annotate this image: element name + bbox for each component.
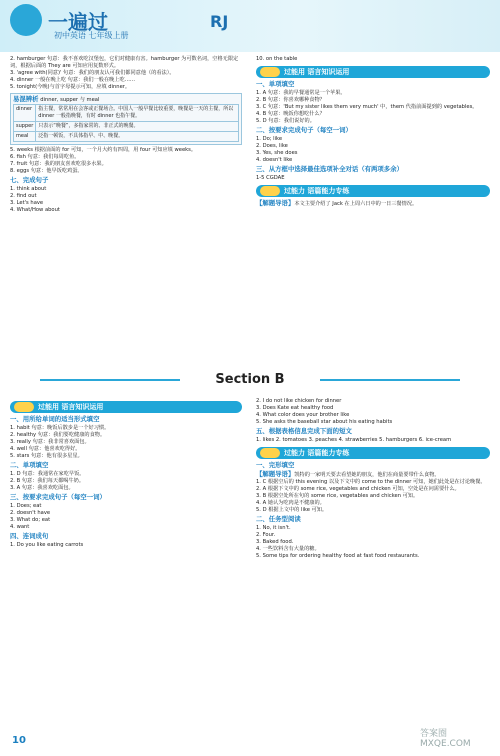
brand-logo: 一遍过 [48,10,108,34]
answer-item: 1. No, it isn't. [256,525,291,531]
section-heading: 一、用所给单词的适当形式填空 [10,415,100,423]
section-heading: 一、单项填空 [256,80,295,88]
answer-item: 4. dinner 一般在晚上吃 句意：我们一般在晚上吃…… [10,77,136,83]
tip-label: 【解题导语】 [256,470,295,478]
answer-item: 10. on the table [256,56,298,62]
answer-item: 2. healthy 句意：我们要吃健康的食物。 [10,432,106,438]
banner-label: 过能力 语篇能力专练 [284,449,350,457]
tip-desc: 只表示“晚餐”，多指家常的、非正式的晚餐。 [36,122,239,132]
answer-item: 2. B 句意：你喜欢哪种食物？ [256,97,325,103]
tip-label: 【解题导语】 [256,199,295,207]
answer-item: 4. want [10,524,30,530]
right-column-a [256,56,490,208]
section-heading: 七、完成句子 [10,176,49,184]
section-heading: 五、根据表格信息完成下面的短文 [256,427,352,435]
answer-item: 3. What do; eat [10,517,51,523]
answer-item: 2. hamburger 句意：我不喜欢吃汉堡包，它们对健康有害。hamburger 为可数名词，空格无限定词，根据后面的 They are 可知应用复数形式。 [10,56,239,69]
tip-word: dinner [14,105,36,122]
answer-item: 6. ice-cream [418,437,452,443]
watermark: 答案圈 MXQE.COM [420,729,471,749]
left-column-b [10,398,242,549]
section-heading: 二、任务型阅读 [256,515,301,523]
answer-item: 2. tomatoes [275,437,307,443]
tip-label: 易混辨析 [13,95,39,103]
answer-item: 5. hamburgers [379,437,418,443]
answer-item: 5. tonight(今晚)与首字母提示可知，应填 dinner。 [10,84,131,90]
answer-item: 1. A 句意：我的早餐通常是一个苹果。 [256,90,346,96]
table-row [14,132,239,142]
answer-item: 7. fruit 句意：我的朋友喜欢吃很多水果。 [10,161,107,167]
answer-item: 4. What/How about [10,207,60,213]
answer-item: 4. 一些饮料含有大量的糖。 [256,546,320,552]
answer-item: 2. find out [10,193,37,199]
tip-desc: 指主餐，常常用在会客或正餐场合。中国人一般早餐比较重要，晚餐是一天的主餐，所以 dinner 一般指晚餐，有时 dinner 也指午餐。 [36,105,239,122]
answer-item: 3. Baked food. [256,539,294,545]
edition-label: RJ [210,12,229,31]
table-row [14,122,239,132]
section-banner [256,447,490,459]
tip-box [10,93,242,145]
banner-label: 过能用 语言知识运用 [284,68,350,76]
answer-item: 4. well 句意：他喜欢吃得好。 [10,446,81,452]
answer-item: 1. think about [10,186,47,192]
answer-item: 1. habit 句意：晚饭后散步是一个好习惯。 [10,425,110,431]
answer-item: 3. Let's have [10,200,44,206]
badge-icon [260,186,280,196]
answer-item: 8. eggs 句意：他早饭吃鸡蛋。 [10,168,83,174]
section-heading: 三、按要求完成句子（每空一词） [10,493,106,501]
answer-item: 1. Do you like eating carrots [10,542,84,548]
answer-item: 2. A 根据下文中的 some rice, vegetables and chicken 可知，空处是在问需要什么。 [256,486,460,492]
answer-item: 2. Does, like [256,143,288,149]
page-header [0,0,500,52]
badge-icon [14,402,34,412]
answer-item: 2. doesn't have [10,510,51,516]
answer-item: 2. Four. [256,532,276,538]
tip-text: 凯特的一家明天要去看望她的朋友，他们在商量要带什么食物。 [294,472,440,478]
tip-word: supper [14,122,36,132]
table-row [14,105,239,122]
answer-item: 3. C 句意：'But my sister likes them very much' 中，them 代指前面提到的 vegetables。 [256,104,478,110]
answer-item: 3. peaches [308,437,337,443]
answer-item: 3. A 句意：我喜欢吃面包。 [10,485,74,491]
answer-item: 5. weeks 根据前面的 for 可知，一个月大约有四周，用 four 可知应填 weeks。 [10,147,197,153]
answer-item: 5. She asks the baseball star about his eating habits [256,419,393,425]
answer-item: 1. C 根据空后的 this evening 以及下文中的 come to the dinner 可知，她们此处是在讨论晚餐。 [256,479,486,485]
page-number: 10 [12,735,26,746]
banner-label: 过能力 语篇能力专练 [284,187,350,195]
section-banner [10,401,242,413]
answer-item: 2. I do not like chicken for dinner [256,398,342,404]
section-heading: 一、完形填空 [256,461,295,469]
answer-item: 1. D 句意：我通常在家吃早饭。 [10,471,85,477]
answer-item: 3. Does Kate eat healthy food [256,405,334,411]
tip-text: 本文主要介绍了 Jack 在上周六日中的一日三餐情况。 [294,201,418,207]
answer-item: 5. stars 句意：他有很多星星。 [10,453,83,459]
answer-item: 3. Yes, she does [256,150,298,156]
answer-item: 4. doesn't like [256,157,293,163]
answer-item: 6. fish 句意：我们每周吃鱼。 [10,154,80,160]
answer-item: 5. D 句意：我们说好的。 [256,118,315,124]
section-title: Section B [215,372,285,387]
section-heading: 二、单项填空 [10,461,49,469]
left-column-a [10,56,242,214]
answer-item: 4. strawberries [338,437,378,443]
answer-item: 4. A 她认为吃肉是不健康的。 [256,500,325,506]
tip-word: meal [14,132,36,142]
answer-item: 4. What color does your brother like [256,412,350,418]
answer-item: 1. Does; eat [10,503,42,509]
section-heading: 四、连词成句 [10,532,49,540]
answer-item: 3. really 句意：我非常喜欢面包。 [10,439,90,445]
section-banner [256,66,490,78]
tip-table [13,104,239,142]
book-subtitle: 初中英语 七年级上册 [54,31,129,40]
right-column-b [256,398,490,560]
answer-item: 2. B 句意：我们每天都喝牛奶。 [10,478,85,484]
section-title-bar [0,366,500,394]
answer-item: 3. 'agree with(同意)' 句意：我们的朋友认可我们都同意他（的看法）。 [10,70,175,76]
banner-label: 过能用 语言知识运用 [38,403,104,411]
tip-desc: 泛指一顿饭，不具体指早、中、晚餐。 [36,132,239,142]
answer-item: 3. B 根据空处所在句的 some rice, vegetables and chicken 可知。 [256,493,419,499]
badge-icon [260,67,280,77]
answer-item: 1. likes [256,437,275,443]
answer-item: 1-5 CGDAE [256,175,285,181]
section-heading: 三、从方框中选择最佳选项补全对话（有两项多余） [256,165,403,173]
answer-item: 1. Do; like [256,136,283,142]
answer-item: 4. B 句意：晚饭你想吃什么？ [256,111,325,117]
section-banner [256,185,490,197]
answer-item: 5. D 根据上文中的 like 可知。 [256,507,328,513]
answer-item: 5. Some tips for ordering healthy food at fast food restaurants. [256,553,420,559]
badge-icon [260,448,280,458]
section-heading: 二、按要求完成句子（每空一词） [256,126,352,134]
balloon-icon [10,4,42,36]
tip-title: dinner, supper 与 meal [40,97,100,103]
